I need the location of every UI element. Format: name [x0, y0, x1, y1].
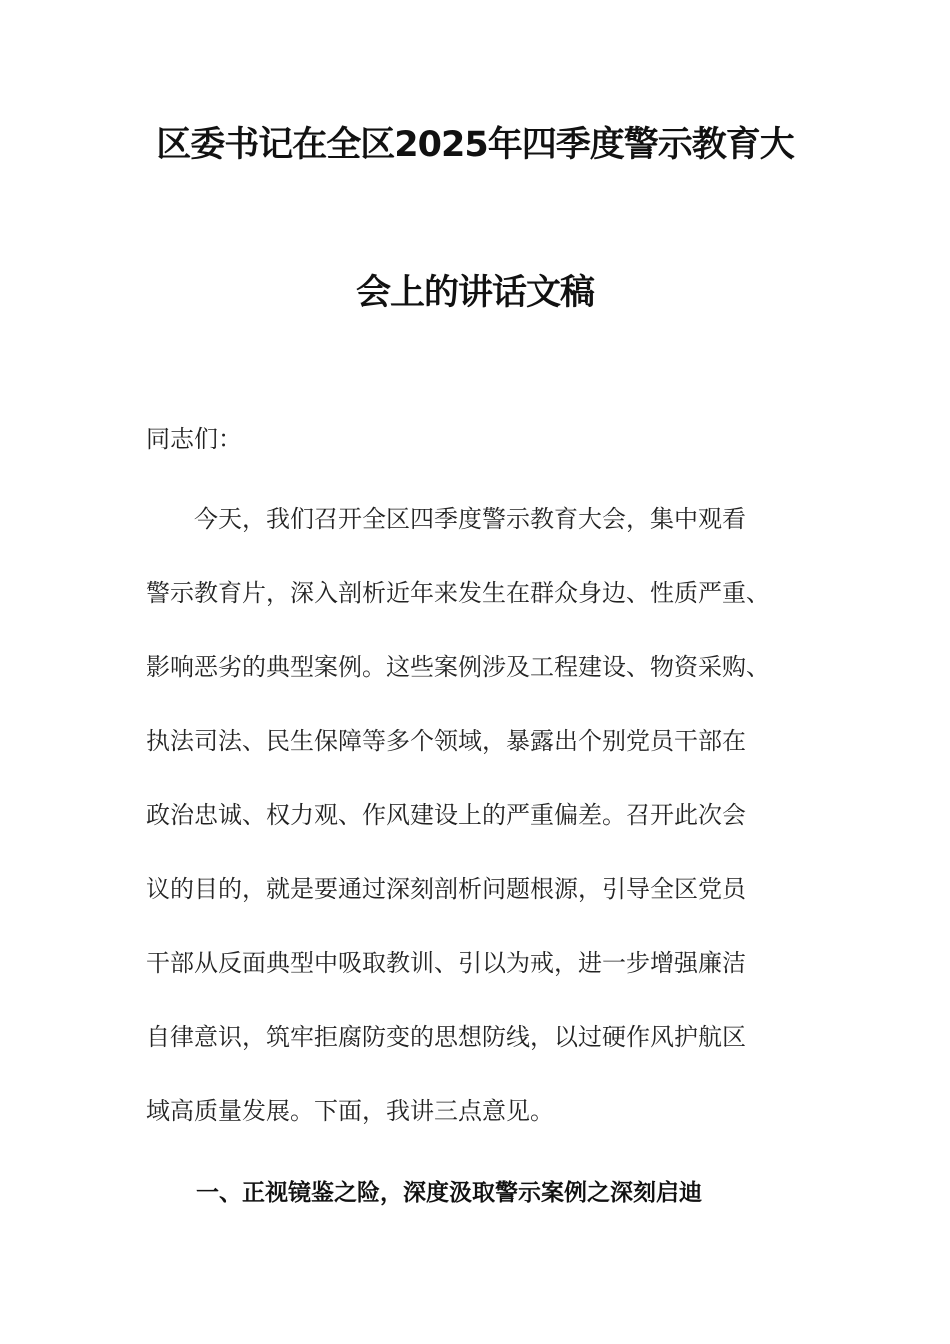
paragraph-line: 影响恶劣的典型案例。这些案例涉及工程建设、物资采购、	[146, 653, 770, 681]
paragraph-line: 执法司法、民生保障等多个领域，暴露出个别党员干部在	[146, 727, 746, 755]
paragraph-line: 今天，我们召开全区四季度警示教育大会，集中观看	[194, 505, 746, 533]
paragraph-line: 域高质量发展。下面，我讲三点意见。	[146, 1097, 554, 1125]
paragraph-line: 干部从反面典型中吸取教训、引以为戒，进一步增强廉洁	[146, 949, 746, 977]
paragraph-line: 议的目的，就是要通过深刻剖析问题根源，引导全区党员	[146, 875, 746, 903]
salutation: 同志们：	[146, 425, 242, 453]
paragraph-line: 自律意识，筑牢拒腐防变的思想防线，以过硬作风护航区	[146, 1023, 746, 1051]
section-heading: 一、正视镜鉴之险，深度汲取警示案例之深刻启迪	[196, 1180, 702, 1206]
paragraph-line: 政治忠诚、权力观、作风建设上的严重偏差。召开此次会	[146, 801, 746, 829]
document-title-line-1: 区委书记在全区2025年四季度警示教育大	[156, 125, 794, 165]
document-title-line-2: 会上的讲话文稿	[355, 273, 594, 313]
paragraph-line: 警示教育片，深入剖析近年来发生在群众身边、性质严重、	[146, 579, 770, 607]
